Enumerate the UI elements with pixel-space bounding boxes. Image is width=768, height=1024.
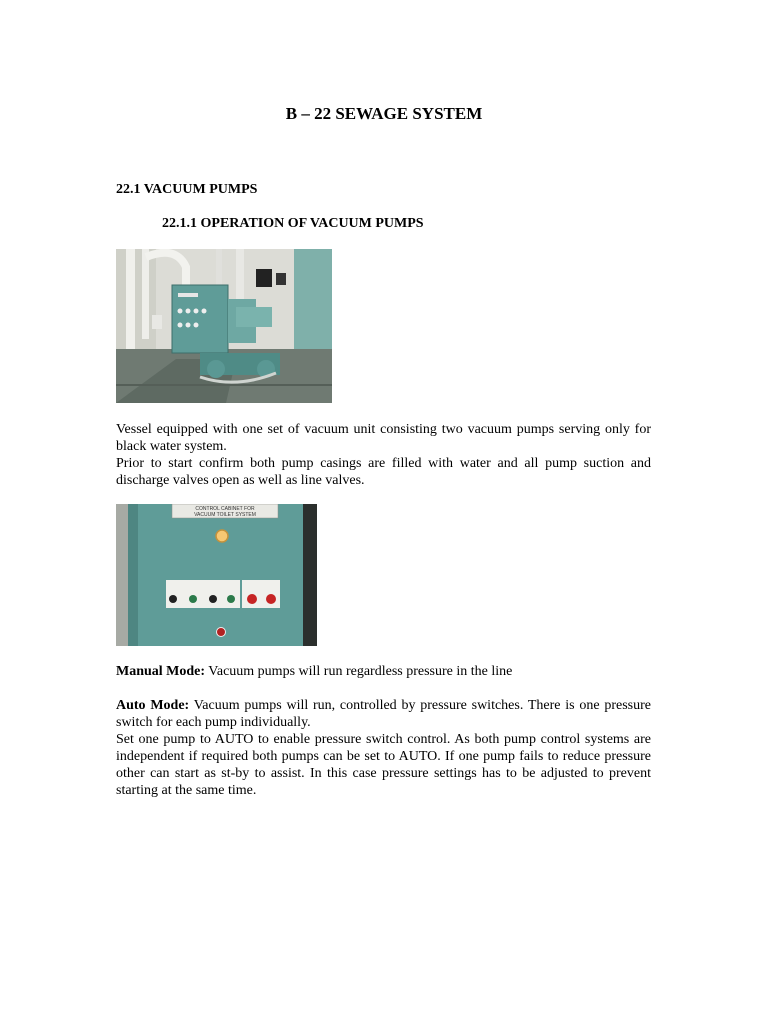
section-heading: 22.1 VACUUM PUMPS [116, 182, 258, 197]
page-title: B – 22 SEWAGE SYSTEM [285, 104, 483, 123]
auto-mode-text: Vacuum pumps will run, controlled by pressure switches. There is one pressure switch for each pump individually. [116, 698, 651, 730]
prior-start-paragraph: Prior to start confirm both pump casings are filled with water and all pump suction and discharge valves open as well as line valves. [116, 456, 651, 488]
vacuum-unit-photo [116, 249, 332, 403]
panel-sign-line1: CONTROL CABINET FOR [195, 506, 255, 512]
subsection-heading: 22.1.1 OPERATION OF VACUUM PUMPS [162, 216, 424, 231]
auto-detail-paragraph: Set one pump to AUTO to enable pressure switch control. As both pump control systems are independent if required both pumps can be set to AUTO. If one pump fails to reduce pressure other can start as st-by to assist. In this case pressure settings has to be adjusted to prevent starting at the same time. [116, 732, 651, 798]
panel-sign-line2: VACUUM TOILET SYSTEM [194, 512, 256, 518]
control-cabinet-photo [116, 504, 317, 646]
manual-mode-paragraph [116, 663, 651, 680]
auto-mode-paragraph [116, 697, 651, 731]
intro-paragraph: Vessel equipped with one set of vacuum unit consisting two vacuum pumps serving only for black water system. [116, 422, 651, 454]
manual-mode-label: Manual Mode: [116, 664, 206, 679]
auto-mode-label: Auto Mode: [116, 698, 190, 713]
manual-mode-text: Vacuum pumps will run regardless pressure in the line [205, 664, 513, 679]
